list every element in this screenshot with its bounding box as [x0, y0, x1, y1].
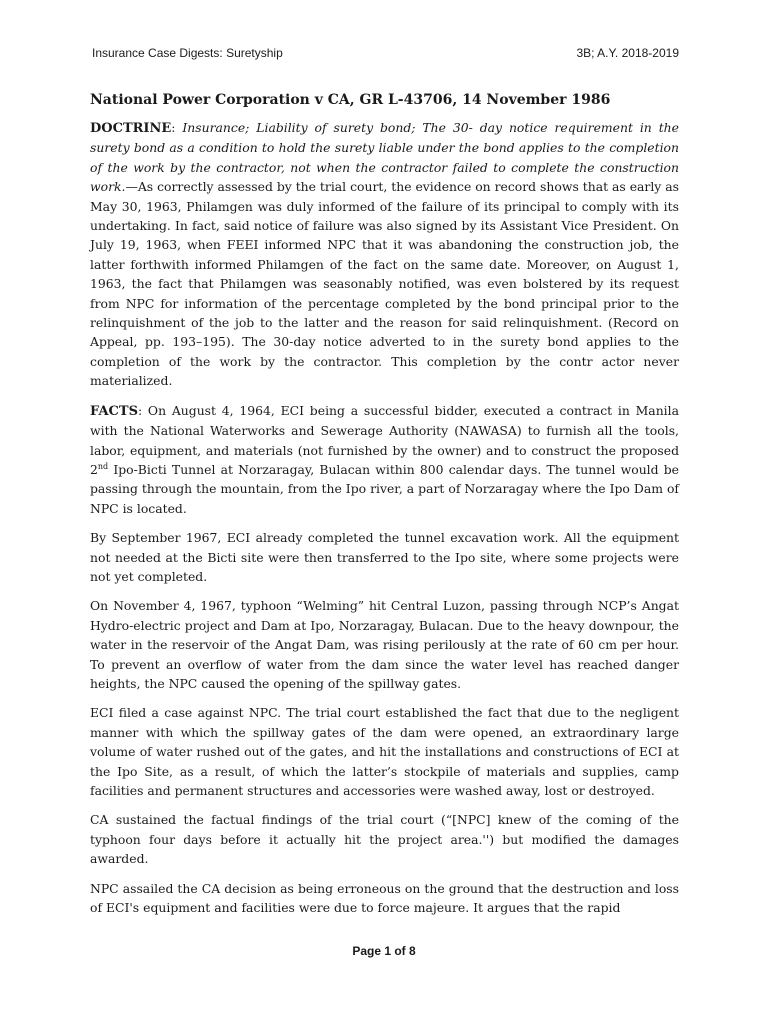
body-paragraph-typhoon: On November 4, 1967, typhoon “Welming” hit Central Luzon, passing through NCP’s Angat Hydro-electric project and Dam at Ipo, Norzaragay, Bulacan. Due to the heavy downpour, the water in the reservoir of the Angat Dam, was rising perilously at the rate of 60 cm per hour. To prevent an overflow of water from the dam since the water level has reached danger heights, the NPC caused the opening of the spillway gates. [90, 598, 679, 691]
doctrine-headnote: Insurance; Liability of surety bond; The 30- day notice requirement in the surety bond as a condition to hold the surety liable under the bond applies to the completion of the work by the contractor, not when the contractor failed to complete the construction work. [90, 120, 679, 195]
facts-paragraph [90, 401, 679, 518]
header-section-year: 3B; A.Y. 2018-2019 [576, 46, 679, 60]
document-body [90, 90, 679, 927]
header-course-title: Insurance Case Digests: Suretyship [92, 46, 283, 60]
body-paragraph-npc-argument: NPC assailed the CA decision as being erroneous on the ground that the destruction and loss of ECI's equipment and facilities were due to force majeure. It argues that the rapid [90, 880, 679, 916]
doctrine-separator: : [171, 120, 183, 135]
doctrine-paragraph [90, 118, 679, 391]
doctrine-text: —As correctly assessed by the trial court, the evidence on record shows that as early as May 30, 1963, Philamgen was duly informed of the failure of its principal to comply with its undertaking. In fact, said notice of failure was also signed by its Assistant Vice President. On July 19, 1963, when FEEI informed NPC that it was abandoning the construction job, the latter forthwith informed Philamgen of the fact on the same date. Moreover, on August 1, 1963, the fact that Philamgen was seasonably notified, was even bolstered by its request from NPC for information of the percentage completed by the bond principal prior to the relinquishment of the job to the latter and the reason for said relinquishment. (Record on Appeal, pp. 193–195). The 30-day notice adverted to in the surety bond applies to the completion of the work by the contractor. This completion by the contr actor never materialized. [90, 179, 679, 389]
body-paragraph-tunnel: By September 1967, ECI already completed the tunnel excavation work. All the equipment not needed at the Bicti site were then transferred to the Ipo site, where some projects were not yet completed. [90, 530, 679, 584]
facts-superscript: nd [97, 461, 109, 471]
page-header [92, 46, 679, 64]
body-paragraph-ca-ruling: CA sustained the factual findings of the trial court (“[NPC] knew of the coming of the typhoon four days before it actually hit the project area.'') but modified the damages awarded. [90, 812, 679, 867]
page-number: Page 1 of 8 [352, 944, 416, 958]
facts-separator: : [137, 402, 148, 418]
facts-text-a: On August 4, 1964, ECI being a successful bidder, executed a contract in Manila with the National Waterworks and Sewerage Authority (NAWASA) to furnish all the tools, labor, equipment, and materials (not furnished by the owner) and to construct the proposed 2 [90, 402, 679, 477]
facts-label: FACTS [90, 403, 138, 419]
body-paragraph-case-filed: ECI filed a case against NPC. The trial court established the fact that due to the negligent manner with which the spillway gates of the dam were opened, an extraordinary large volume of water rushed out of the gates, and hit the installations and constructions of ECI at the Ipo Site, as a result, of which the latter’s stockpile of materials and supplies, camp facilities and permanent structures and accessories were washed away, lost or destroyed. [90, 705, 679, 798]
case-title: National Power Corporation v CA, GR L-43706, 14 November 1986 [90, 92, 611, 108]
facts-text-b: Ipo-Bicti Tunnel at Norzaragay, Bulacan within 800 calendar days. The tunnel would be passing through the mountain, from the Ipo river, a part of Norzaragay where the Ipo Dam of NPC is located. [90, 461, 679, 516]
doctrine-label: DOCTRINE [90, 121, 172, 136]
